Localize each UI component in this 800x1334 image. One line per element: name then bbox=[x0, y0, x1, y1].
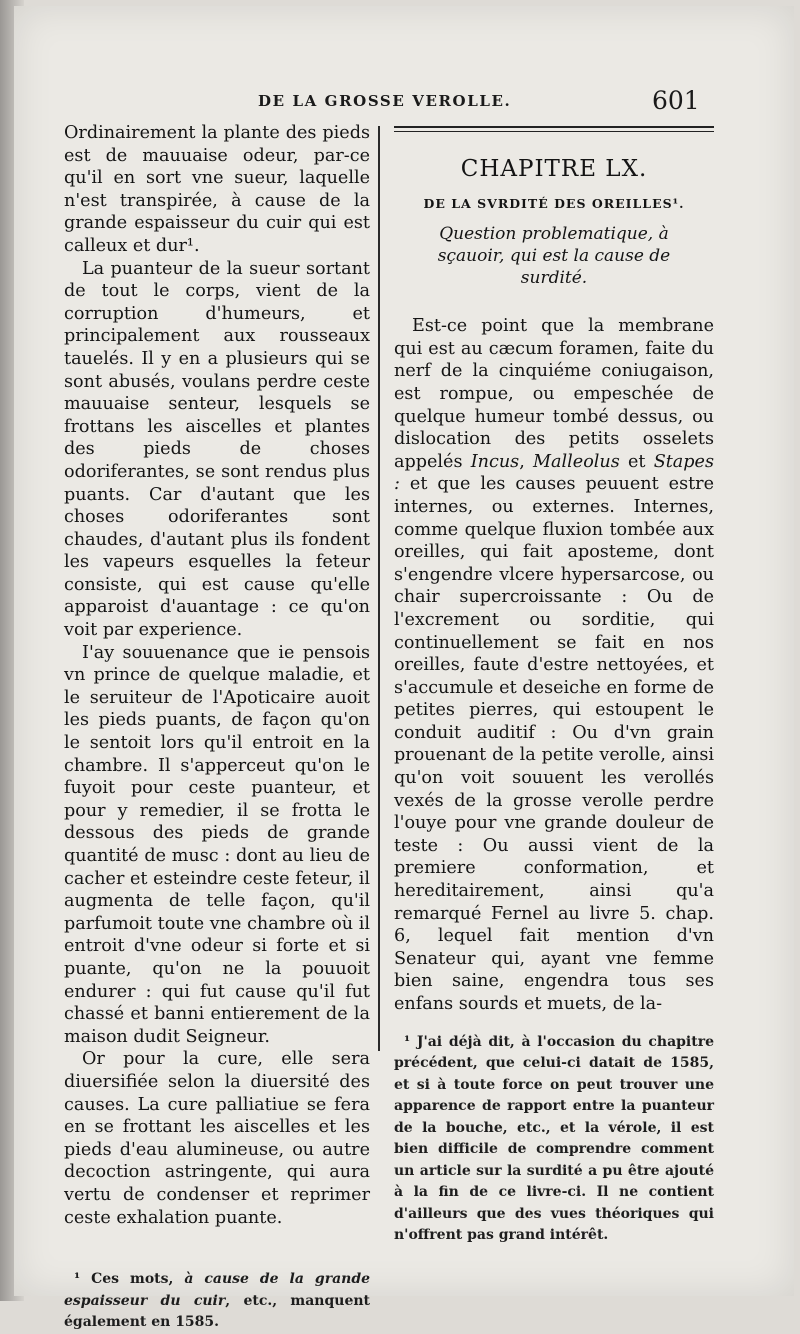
term-incus: Incus bbox=[470, 451, 520, 472]
paragraph: Ordinairement la plante des pieds est de mauuaise odeur, par-ce qu'il en sort vne sueur, laquelle n'est transpirée, à cause de la grande espaisseur du cuir qui est calleux et dur¹. bbox=[64, 123, 370, 256]
page-header bbox=[0, 88, 800, 116]
paragraph-text: et bbox=[619, 451, 654, 472]
footnote-marker: ¹ bbox=[74, 1271, 81, 1288]
page-number: 601 bbox=[652, 86, 700, 115]
paragraph-text: et que les causes peuuent estre internes, ou externes. Internes, comme quelque fluxion tombée aux oreilles, qui fait aposteme, dont s'engendre vlcere hypersarcose, ou chair supercroissante : Ou de l'excrement ou sorditie, qui continuellement se fait en nos oreilles, faute d'estre nettoyées, et s'accumule et deseiche en forme de petites pierres, qui estoupent le conduit auditif : Ou d'vn grain prouenant de la petite verolle, ainsi qu'on voit souuent les verollés vexés de la grosse verolle perdre l'ouye pour vne grande douleur de teste : Ou aussi vient de la premiere conformation, et hereditairement, ainsi qu'a remarqué Fernel au livre 5. chap. 6, lequel fait mention d'vn Senateur qui, ayant vne femme bien saine, engendra tous ses enfans sourds et muets, de la- bbox=[394, 474, 714, 1014]
term-malleolus: Malleolus bbox=[533, 451, 620, 472]
paragraph-text: Est-ce point que la membrane qui est au cæcum foramen, faite du nerf de la cinquiéme coniugaison, est rompue, ou empeschée de quelque humeur tombé dessus, ou dislocation des petits osselets appelés bbox=[394, 316, 714, 472]
footnote-text-italic: à cause de la grande espaisseur du cuir bbox=[64, 1271, 371, 1309]
paragraph bbox=[394, 315, 714, 1015]
footnote-right: ¹ J'ai déjà dit, à l'occasion du chapitre précédent, que celui-ci datait de 1585, et si à toute force on peut trouver une apparence de rapport entre la puanteur de la bouche, etc., et la vérole, il est bien difficile de comprendre comment un article sur la surdité a pu être ajouté à la fin de ce livre-ci. Il ne contient d'ailleurs que des vues théoriques qui n'offrent pas grand intérêt. bbox=[394, 1033, 714, 1244]
footnote-left bbox=[64, 1269, 370, 1334]
term-stapes: Stapes : bbox=[394, 451, 715, 495]
paragraph: La puanteur de la sueur sortant de tout le corps, vient de la corruption d'humeurs, et principalement aux rousseaux tauelés. Il y en a plusieurs qui se sont abusés, voulans perdre ceste mauuaise senteur, lesquels se frottans les aiscelles et plantes des pieds de choses odoriferantes, se sont rendus plus puants. Car d'autant que les choses odoriferantes sont chaudes, d'autant plus ils fondent les vapeurs esquelles la feteur consiste, qui est cause qu'elle apparoist d'auantage : ce qu'on voit par experience. bbox=[64, 258, 370, 641]
right-column bbox=[394, 122, 714, 1247]
paragraph: Or pour la cure, elle sera diuersifiée selon la diuersité des causes. La cure palliatiue se fera en se frottant les aiscelles et les pieds d'eau alumineuse, ou autre decoction astringente, qui aura vertu de condenser et reprimer ceste exhalation puante. bbox=[64, 1049, 370, 1228]
footnote-text-pre: Ces mots, bbox=[91, 1271, 185, 1288]
chapter-title: CHAPITRE LX. bbox=[460, 156, 648, 182]
chapter-subtitle: DE LA SVRDITÉ DES OREILLES¹. bbox=[423, 195, 685, 211]
footnote-text-post: , etc., manquent également en 1585. bbox=[64, 1292, 371, 1331]
chapter-question: Question problematique, à sçauoir, qui est la cause de surdité. bbox=[437, 224, 671, 289]
column-divider bbox=[378, 126, 380, 1051]
left-column bbox=[64, 122, 370, 1334]
chapter-rule bbox=[394, 126, 714, 132]
paragraph-text: , bbox=[519, 451, 534, 472]
running-title: DE LA GROSSE VEROLLE. bbox=[258, 92, 512, 110]
paragraph: I'ay souuenance que ie pensois vn prince de quelque maladie, et le seruiteur de l'Apoticaire auoit les pieds puants, de façon qu'on le sentoit lors qu'il entroit en la chambre. Il s'apperceut qu'on le fuyoit pour ceste puanteur, et pour y remedier, il se frotta le dessous des pieds de grande quantité de musc : dont au lieu de cacher et esteindre ceste feteur, il augmenta de telle façon, qu'il parfumoit toute vne chambre où il entroit d'vne odeur si forte et si puante, qu'on ne la pouuoit endurer : qui fut cause qu'il fut chassé et banni entierement de la maison dudit Seigneur. bbox=[64, 642, 370, 1047]
